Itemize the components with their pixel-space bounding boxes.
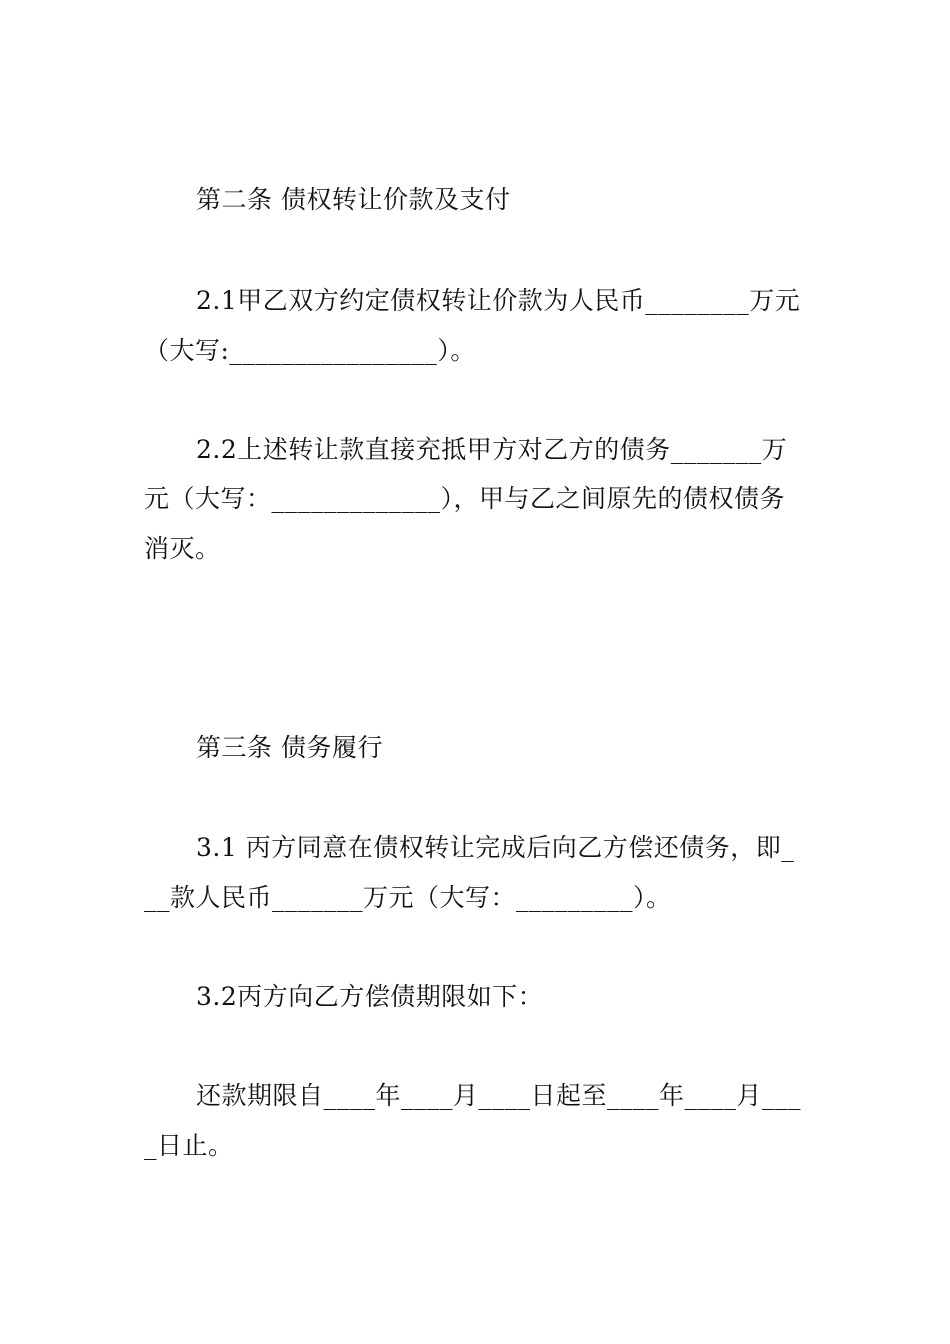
article-2-heading: 第二条 债权转让价款及支付 xyxy=(196,185,511,214)
clause-2-2-line-3: 消灭。 xyxy=(144,534,221,563)
repayment-period-line-1: 还款期限自____年____月____日起至____年____月___ xyxy=(196,1081,802,1110)
article-3-heading: 第三条 债务履行 xyxy=(196,733,383,762)
clause-3-1-line-2: __款人民币_______万元（大写：_________）。 xyxy=(144,883,672,912)
clause-2-2-line-1: 2.2上述转让款直接充抵甲方对乙方的债务_______万 xyxy=(196,435,788,464)
clause-2-1-line-1: 2.1甲乙双方约定债权转让价款为人民币________万元 xyxy=(196,286,801,315)
clause-2-2-line-2: 元（大写：_____________），甲与乙之间原先的债权债务 xyxy=(144,484,786,513)
clause-3-1-line-1: 3.1 丙方同意在债权转让完成后向乙方偿还债务，即_ xyxy=(196,833,795,862)
repayment-period-line-2: _日止。 xyxy=(144,1131,234,1160)
clause-3-2-line-1: 3.2丙方向乙方偿债期限如下： xyxy=(196,982,544,1011)
clause-2-1-line-2: （大写:________________）。 xyxy=(144,336,476,365)
